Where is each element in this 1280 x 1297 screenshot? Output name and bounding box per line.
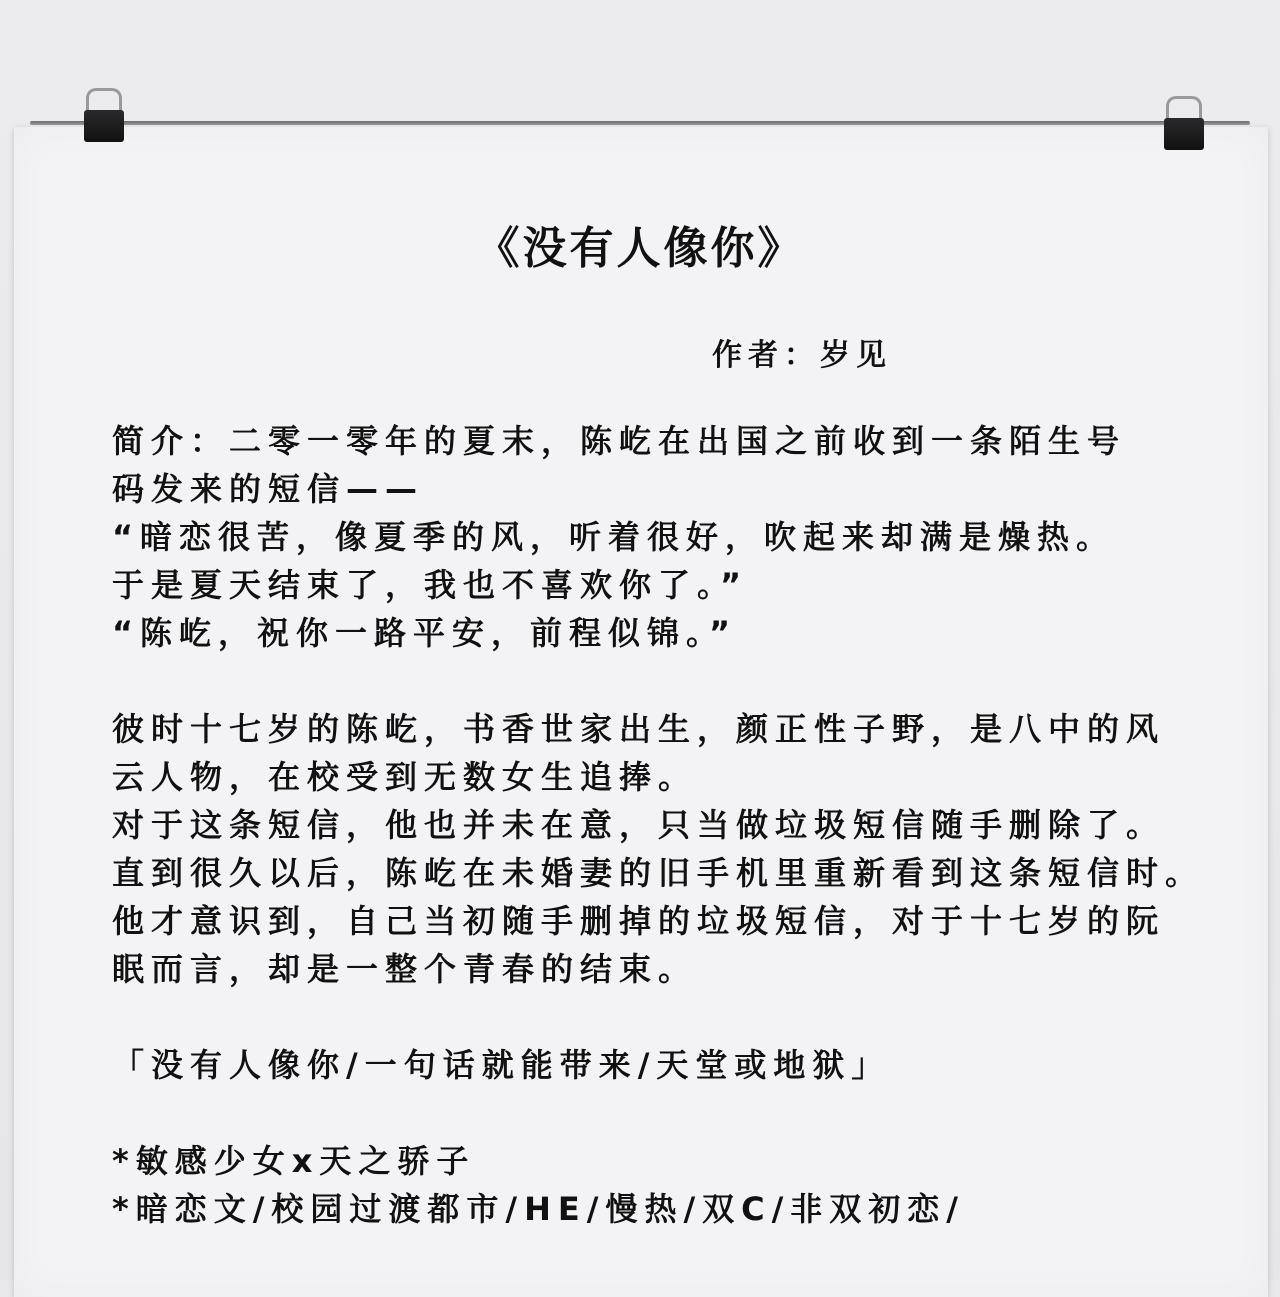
- body-line: 直到很久以后，陈屹在未婚妻的旧手机里重新看到这条短信时。: [112, 854, 1205, 892]
- body-line: 眠而言，却是一整个青春的结束。: [112, 950, 698, 988]
- body-line: 云人物，在校受到无数女生追捧。: [112, 758, 698, 796]
- synopsis-line: 于是夏天结束了，我也不喜欢你了。”: [112, 566, 749, 604]
- hanging-wire: [30, 121, 1250, 125]
- book-title: 《没有人像你》: [475, 223, 805, 274]
- synopsis-line: “暗恋很苦，像夏季的风，听着很好，吹起来却满是燥热。: [112, 518, 1116, 556]
- binder-clip-body: [84, 110, 124, 142]
- synopsis-line: “陈屹，祝你一路平安，前程似锦。”: [112, 614, 738, 652]
- tag-line: *敏感少女x天之骄子: [112, 1142, 476, 1180]
- tag-line: *暗恋文/校园过渡都市/HE/慢热/双C/非双初恋/: [112, 1190, 965, 1228]
- body-line: 他才意识到，自己当初随手删掉的垃圾短信，对于十七岁的阮: [112, 902, 1166, 940]
- body-line: 对于这条短信，他也并未在意，只当做垃圾短信随手删除了。: [112, 806, 1166, 844]
- binder-clip-body: [1164, 118, 1204, 150]
- synopsis-line: 码发来的短信——: [112, 470, 425, 508]
- synopsis-line: 简介：二零一零年的夏末，陈屹在出国之前收到一条陌生号: [112, 422, 1127, 460]
- body-line: 彼时十七岁的陈屹，书香世家出生，颜正性子野，是八中的风: [112, 710, 1166, 748]
- quote-line: 「没有人像你/一句话就能带来/天堂或地狱」: [112, 1046, 891, 1084]
- binder-clip-left: [80, 88, 124, 122]
- book-author: 作者：岁见: [712, 338, 892, 373]
- binder-clip-right: [1160, 96, 1204, 130]
